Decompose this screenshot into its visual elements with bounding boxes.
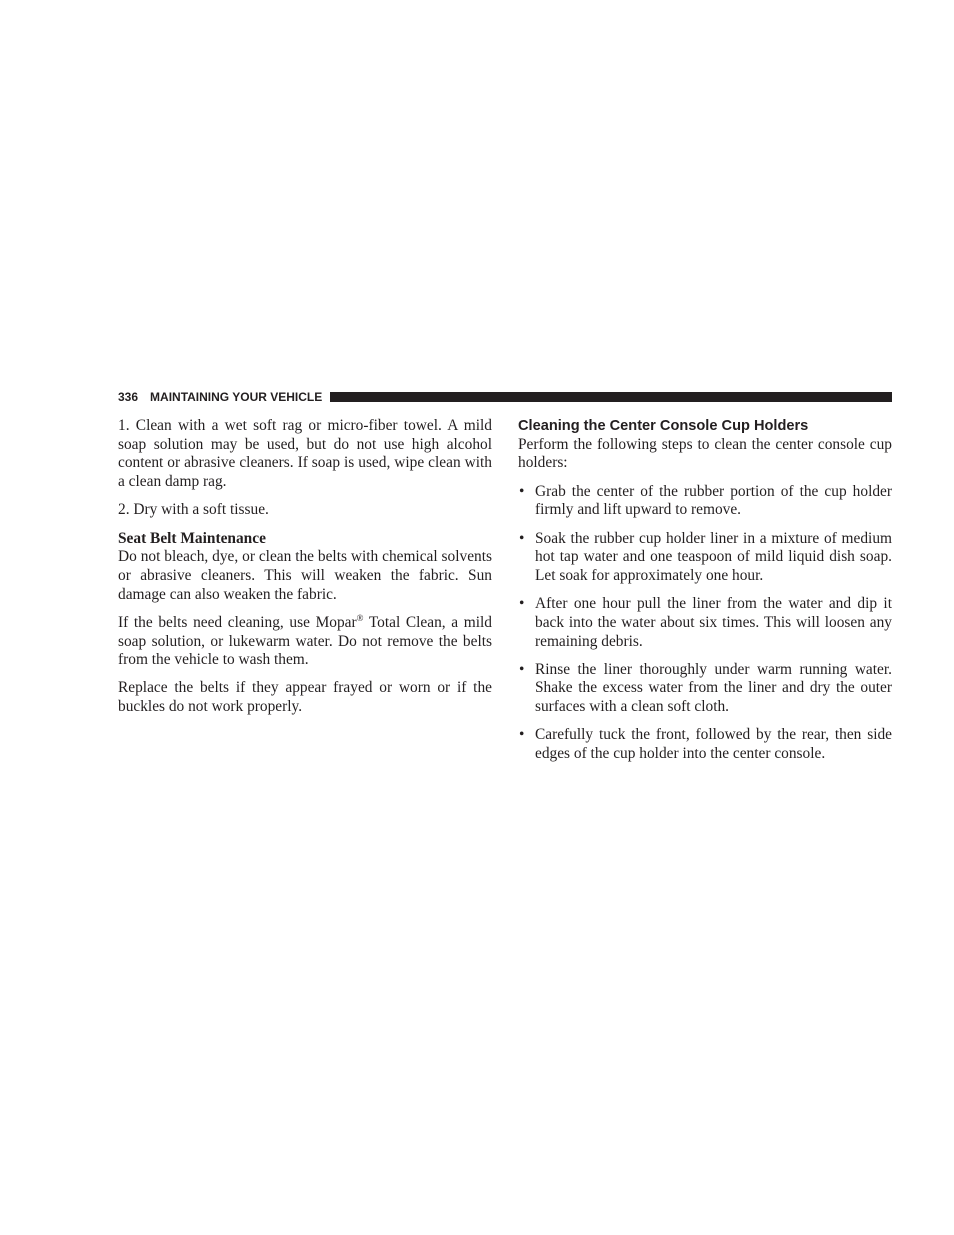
list-item-text: Rinse the liner thoroughly under warm running water. Shake the excess water from the liner and dry the outer surfaces with a clean soft cloth. (535, 660, 892, 716)
seat-belt-p2-start: If the belts need cleaning, use Mopar (118, 613, 357, 631)
bullet-icon: • (519, 482, 525, 500)
step-1: 1. Clean with a wet soft rag or micro-fiber towel. A mild soap solution may be used, but do not use high alcohol content or abrasive cleaners. If soap is used, wipe clean with a clean damp rag. (118, 417, 492, 491)
bullet-icon: • (519, 660, 525, 678)
list-item-text: After one hour pull the liner from the water and dip it back into the water about six times. This will loosen any remaining debris. (535, 595, 892, 650)
page-header (118, 389, 892, 405)
section-title: MAINTAINING YOUR VEHICLE (150, 390, 323, 404)
seat-belt-heading: Seat Belt Maintenance (118, 529, 266, 547)
list-item-text: Grab the center of the rubber portion of the cup holder firmly and lift upward to remove. (535, 482, 892, 519)
list-item (518, 595, 892, 651)
seat-belt-paragraph-1: Do not bleach, dye, or clean the belts with chemical solvents or abrasive cleaners. This will weaken the fabric. Sun damage can also weaken the fabric. (118, 548, 492, 603)
bullet-icon: • (519, 726, 525, 744)
cup-holder-intro: Perform the following steps to clean the center console cup holders: (518, 435, 892, 472)
header-rule (330, 392, 892, 402)
list-item-text: Carefully tuck the front, followed by the rear, then side edges of the cup holder into the center console. (535, 726, 892, 763)
seat-belt-paragraph-3: Replace the belts if they appear frayed or worn or if the buckles do not work properly. (118, 679, 492, 716)
right-column (518, 417, 892, 773)
left-column (118, 417, 492, 726)
bullet-icon: • (519, 529, 525, 547)
list-item (518, 483, 892, 520)
registered-mark: ® (356, 612, 364, 623)
list-item (518, 661, 892, 717)
list-item (518, 726, 892, 763)
cup-holder-heading: Cleaning the Center Console Cup Holders (518, 418, 809, 434)
page-number: 336 (118, 390, 139, 404)
seat-belt-paragraph-2 (118, 614, 492, 670)
cup-holder-steps (518, 483, 892, 764)
list-item-text: Soak the rubber cup holder liner in a mixture of medium hot tap water and one teaspoon of mild liquid dish soap. Let soak for approximately one hour. (535, 529, 892, 584)
seat-belt-p2-end: Total Clean, a mild soap solution, or lukewarm water. Do not remove the belts from the vehicle to wash them. (118, 613, 492, 669)
list-item (518, 530, 892, 586)
bullet-icon: • (519, 595, 525, 613)
step-2: 2. Dry with a soft tissue. (118, 501, 269, 519)
